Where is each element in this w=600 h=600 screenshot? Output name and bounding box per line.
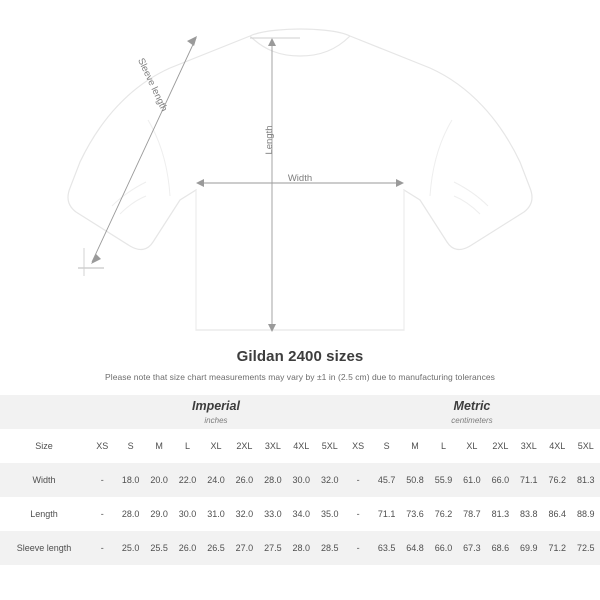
cell: 81.3 xyxy=(571,463,600,497)
header-metric-4xl: 4XL xyxy=(543,429,571,463)
cell: 83.8 xyxy=(515,497,543,531)
cell: 28.5 xyxy=(316,531,344,565)
sleeve-length-label: Sleeve length xyxy=(135,56,170,114)
row-label-sleeve-length: Sleeve length xyxy=(0,531,88,565)
header-metric-l: L xyxy=(429,429,457,463)
width-label: Width xyxy=(287,173,313,184)
cell: 28.0 xyxy=(259,463,287,497)
tolerance-note: Please note that size chart measurements may vary by ±1 in (2.5 cm) due to manufacturing tolerances xyxy=(105,372,495,382)
header-imperial-xl: XL xyxy=(202,429,230,463)
size-table-wrap xyxy=(0,395,600,565)
header-metric-m: M xyxy=(401,429,429,463)
header-metric-3xl: 3XL xyxy=(515,429,543,463)
cell: 33.0 xyxy=(259,497,287,531)
cell: 55.9 xyxy=(429,463,457,497)
table-row xyxy=(0,463,600,497)
cell: 30.0 xyxy=(287,463,315,497)
row-label-length: Length xyxy=(0,497,88,531)
cell: 35.0 xyxy=(316,497,344,531)
cell: 76.2 xyxy=(429,497,457,531)
metric-label: Metric xyxy=(453,399,491,413)
cell: 81.3 xyxy=(486,497,514,531)
header-metric-5xl: 5XL xyxy=(571,429,600,463)
cell: 76.2 xyxy=(543,463,571,497)
table-row xyxy=(0,531,600,565)
cell: - xyxy=(344,531,372,565)
header-imperial-4xl: 4XL xyxy=(287,429,315,463)
header-imperial-l: L xyxy=(173,429,201,463)
cell: 25.0 xyxy=(116,531,144,565)
cell: 25.5 xyxy=(145,531,173,565)
unit-group-imperial xyxy=(88,395,344,429)
length-label: Length xyxy=(264,125,275,155)
cell: - xyxy=(344,463,372,497)
header-imperial-m: M xyxy=(145,429,173,463)
cell: 32.0 xyxy=(316,463,344,497)
cell: 29.0 xyxy=(145,497,173,531)
cell: 66.0 xyxy=(486,463,514,497)
cell: 64.8 xyxy=(401,531,429,565)
cell: 28.0 xyxy=(116,497,144,531)
unit-header-spacer xyxy=(0,395,88,429)
table-row-size-headers xyxy=(0,429,600,463)
header-metric-xl: XL xyxy=(458,429,486,463)
cell: 78.7 xyxy=(458,497,486,531)
cell: 34.0 xyxy=(287,497,315,531)
cell: 71.1 xyxy=(372,497,400,531)
cell: 28.0 xyxy=(287,531,315,565)
cell: - xyxy=(88,497,116,531)
cell: 63.5 xyxy=(372,531,400,565)
header-metric-xs: XS xyxy=(344,429,372,463)
page-title: Gildan 2400 sizes xyxy=(236,348,364,365)
cell: 32.0 xyxy=(230,497,258,531)
cell: 26.5 xyxy=(202,531,230,565)
cell: 20.0 xyxy=(145,463,173,497)
cell: 24.0 xyxy=(202,463,230,497)
header-size: Size xyxy=(0,429,88,463)
cell: 27.0 xyxy=(230,531,258,565)
cell: 66.0 xyxy=(429,531,457,565)
cell: 67.3 xyxy=(458,531,486,565)
header-metric-s: S xyxy=(372,429,400,463)
size-table xyxy=(0,395,600,565)
cell: 27.5 xyxy=(259,531,287,565)
cell: 71.1 xyxy=(515,463,543,497)
header-metric-2xl: 2XL xyxy=(486,429,514,463)
cell: 88.9 xyxy=(571,497,600,531)
imperial-sub-label: inches xyxy=(204,416,228,425)
metric-sub-label: centimeters xyxy=(451,416,493,425)
cell: 26.0 xyxy=(173,531,201,565)
cell: 31.0 xyxy=(202,497,230,531)
header-imperial-xs: XS xyxy=(88,429,116,463)
cell: 69.9 xyxy=(515,531,543,565)
header-imperial-s: S xyxy=(116,429,144,463)
cell: 30.0 xyxy=(173,497,201,531)
cell: 50.8 xyxy=(401,463,429,497)
cell: 61.0 xyxy=(458,463,486,497)
cell: - xyxy=(88,531,116,565)
table-row xyxy=(0,497,600,531)
cell: 86.4 xyxy=(543,497,571,531)
cell: - xyxy=(88,463,116,497)
cell: 72.5 xyxy=(571,531,600,565)
title-block xyxy=(0,340,600,382)
cell: 18.0 xyxy=(116,463,144,497)
row-label-width: Width xyxy=(0,463,88,497)
cell: 71.2 xyxy=(543,531,571,565)
cell: 73.6 xyxy=(401,497,429,531)
cell: 68.6 xyxy=(486,531,514,565)
header-imperial-2xl: 2XL xyxy=(230,429,258,463)
unit-group-metric xyxy=(344,395,600,429)
cell: 22.0 xyxy=(173,463,201,497)
cell: - xyxy=(344,497,372,531)
cell: 45.7 xyxy=(372,463,400,497)
table-row-unit-headers xyxy=(0,395,600,429)
header-imperial-5xl: 5XL xyxy=(316,429,344,463)
cell: 26.0 xyxy=(230,463,258,497)
header-imperial-3xl: 3XL xyxy=(259,429,287,463)
imperial-label: Imperial xyxy=(192,399,240,413)
